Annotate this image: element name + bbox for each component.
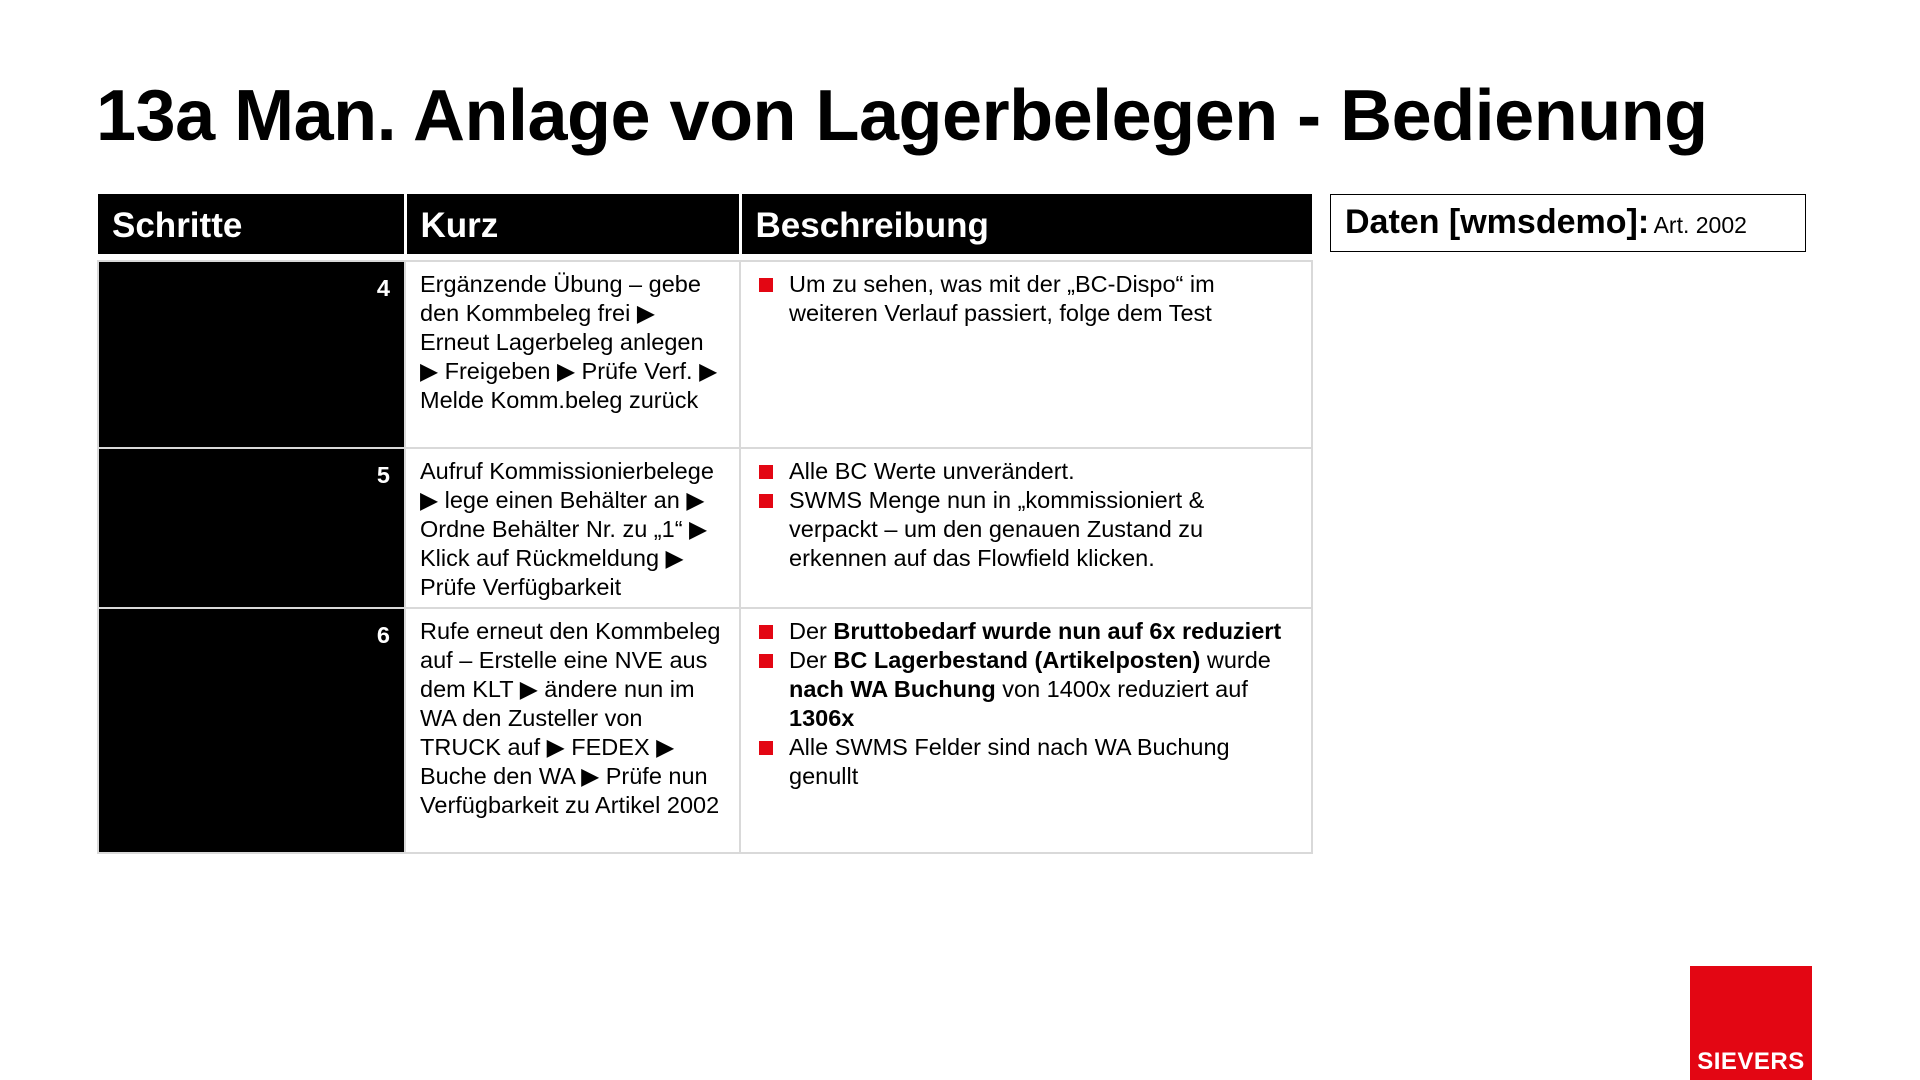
daten-box: [1330, 194, 1806, 252]
beschreibung-cell: [740, 261, 1312, 448]
description-text: Der: [789, 647, 834, 673]
bullet-square-icon: [759, 654, 773, 668]
step-number: 6: [98, 608, 405, 853]
table-header-row: [98, 194, 1312, 254]
description-list: [755, 457, 1297, 573]
logo-text: SIEVERS: [1697, 1048, 1805, 1075]
daten-value: Art. 2002: [1653, 212, 1747, 238]
table-row: [98, 608, 1312, 853]
bullet-square-icon: [759, 741, 773, 755]
daten-label: Daten [wmsdemo]:: [1345, 203, 1650, 241]
description-item: [759, 486, 1297, 573]
description-list: [755, 270, 1297, 328]
description-text: wurde: [1200, 647, 1271, 673]
kurz-cell: Rufe erneut den Kommbeleg auf – Erstelle eine NVE aus dem KLT ▶ ändere nun im WA den Zusteller von TRUCK auf ▶ FEDEX ▶ Buche den WA ▶ Prüfe nun Verfügbarkeit zu Artikel 2002: [405, 608, 740, 853]
description-item: [759, 270, 1297, 328]
description-text: SWMS Menge nun in „kommissioniert & verpackt – um den genauen Zustand zu erkennen auf das Flowfield klicken.: [789, 487, 1205, 571]
beschreibung-cell: [740, 608, 1312, 853]
bullet-square-icon: [759, 494, 773, 508]
description-text: Alle BC Werte unverändert.: [789, 458, 1075, 484]
kurz-cell: Aufruf Kommissionierbelege ▶ lege einen Behälter an ▶ Ordne Behälter Nr. zu „1“ ▶ Klick auf Rückmeldung ▶ Prüfe Verfügbarkeit: [405, 448, 740, 608]
description-item: [759, 457, 1297, 486]
table-row: [98, 261, 1312, 448]
kurz-cell: Ergänzende Übung – gebe den Kommbeleg frei ▶ Erneut Lagerbeleg anlegen ▶ Freigeben ▶ Prüfe Verf. ▶ Melde Komm.beleg zurück: [405, 261, 740, 448]
step-number: 5: [98, 448, 405, 608]
beschreibung-cell: [740, 448, 1312, 608]
sievers-logo: [1690, 966, 1812, 1080]
description-text: nach WA Buchung: [789, 676, 996, 702]
description-text: Alle SWMS Felder sind nach WA Buchung genullt: [789, 734, 1230, 789]
table-body: [98, 254, 1312, 853]
steps-table: [97, 194, 1313, 854]
description-text: Bruttobedarf wurde nun auf 6x reduziert: [833, 618, 1282, 644]
description-item: [759, 646, 1297, 733]
header-beschreibung: Beschreibung: [740, 194, 1312, 254]
step-number: 4: [98, 261, 405, 448]
description-item: [759, 733, 1297, 791]
bullet-square-icon: [759, 278, 773, 292]
description-text: 1306x: [789, 705, 855, 731]
description-text: BC Lagerbestand (Artikelposten): [833, 647, 1201, 673]
description-item: [759, 617, 1297, 646]
header-schritte: Schritte: [98, 194, 405, 254]
description-text: Der: [789, 618, 834, 644]
description-text: von 1400x reduziert auf: [995, 676, 1248, 702]
bullet-square-icon: [759, 465, 773, 479]
table-row: [98, 448, 1312, 608]
page-title: 13a Man. Anlage von Lagerbelegen - Bedienung: [96, 76, 1708, 156]
header-kurz: Kurz: [405, 194, 740, 254]
description-text: Um zu sehen, was mit der „BC-Dispo“ im weiteren Verlauf passiert, folge dem Test: [789, 271, 1215, 326]
description-list: [755, 617, 1297, 791]
bullet-square-icon: [759, 625, 773, 639]
